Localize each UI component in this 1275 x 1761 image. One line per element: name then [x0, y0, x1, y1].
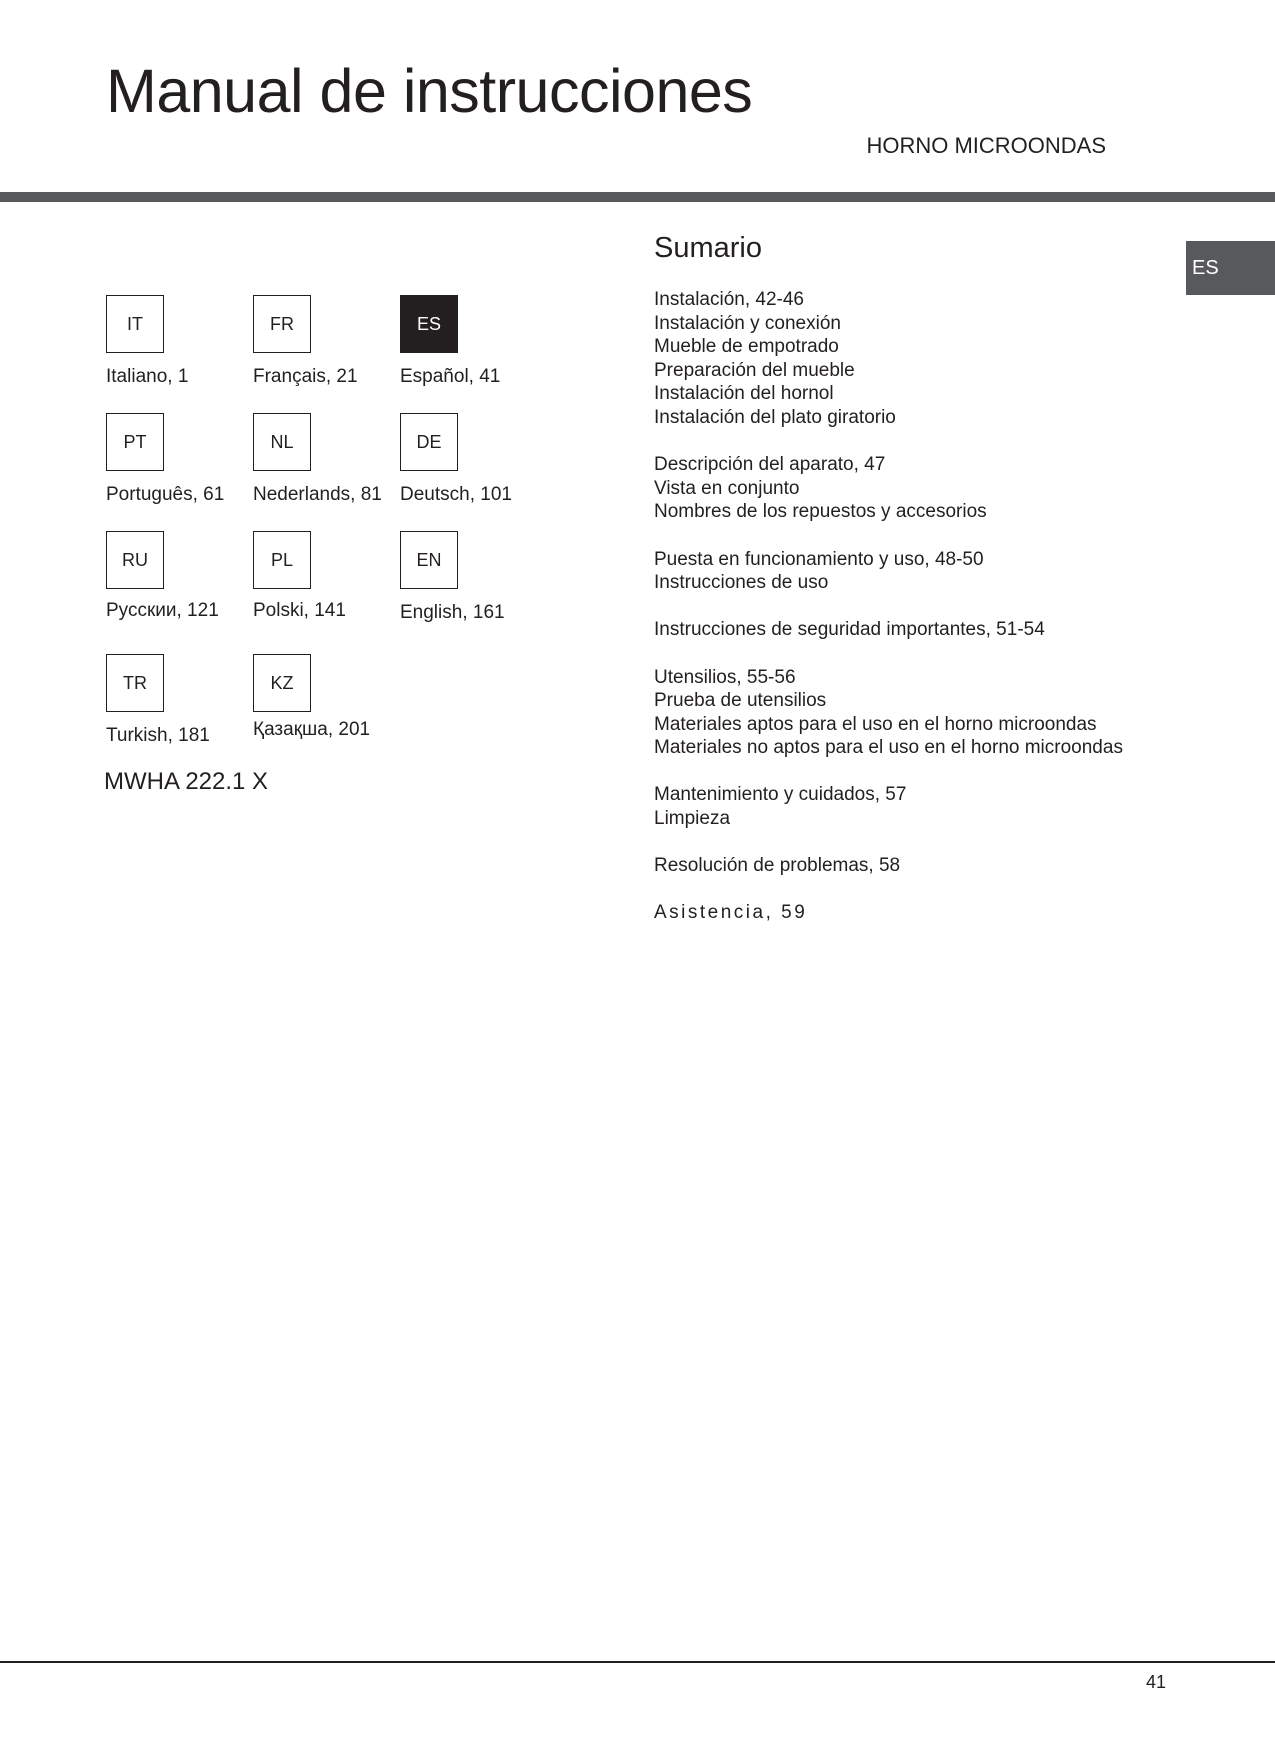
toc-item: Materiales aptos para el uso en el horno microondas — [654, 713, 1097, 735]
header-divider — [0, 192, 1275, 202]
lang-label-es[interactable]: Español, 41 — [400, 366, 501, 387]
toc-section-descripcion — [654, 453, 1154, 524]
lang-label-pl[interactable]: Polski, 141 — [253, 600, 346, 621]
lang-box-es[interactable]: ES — [400, 295, 458, 353]
toc-section-seguridad — [654, 618, 1154, 642]
toc-section-asistencia — [654, 901, 1154, 925]
toc-item: Materiales no aptos para el uso en el horno microondas — [654, 737, 1123, 759]
toc-item: Vista en conjunto — [654, 477, 800, 499]
toc-heading[interactable]: Asistencia, 59 — [654, 902, 808, 924]
lang-label-en[interactable]: English, 161 — [400, 602, 505, 623]
lang-box-tr[interactable]: TR — [106, 654, 164, 712]
lang-label-de[interactable]: Deutsch, 101 — [400, 484, 512, 505]
model-number: MWHA 222.1 X — [104, 768, 269, 795]
toc-item: Limpieza — [654, 808, 731, 830]
page-number: 41 — [1145, 1672, 1166, 1692]
product-subtitle: HORNO MICROONDAS — [866, 133, 1106, 158]
toc-section-puesta — [654, 548, 1154, 595]
lang-box-kz[interactable]: KZ — [253, 654, 311, 712]
toc-heading[interactable]: Utensilios, 55-56 — [654, 666, 796, 688]
lang-label-it[interactable]: Italiano, 1 — [106, 366, 189, 387]
lang-box-nl[interactable]: NL — [253, 413, 311, 471]
toc-item: Nombres de los repuestos y accesorios — [654, 501, 987, 523]
toc-heading[interactable]: Descripción del aparato, 47 — [654, 454, 886, 476]
toc-heading[interactable]: Instalación, 42-46 — [654, 289, 804, 310]
footer-divider — [0, 1661, 1275, 1663]
lang-box-fr[interactable]: FR — [253, 295, 311, 353]
lang-box-pl[interactable]: PL — [253, 531, 311, 589]
lang-label-ru[interactable]: Русскии, 121 — [106, 600, 219, 621]
lang-label-fr[interactable]: Français, 21 — [253, 366, 358, 387]
lang-label-tr[interactable]: Turkish, 181 — [106, 725, 210, 746]
lang-box-de[interactable]: DE — [400, 413, 458, 471]
toc-heading[interactable]: Puesta en funcionamiento y uso, 48-50 — [654, 548, 984, 570]
toc-item: Instalación del plato giratorio — [654, 406, 896, 428]
toc-section-mantenimiento — [654, 783, 1154, 830]
lang-box-en[interactable]: EN — [400, 531, 458, 589]
toc-item: Prueba de utensilios — [654, 690, 827, 712]
lang-label-kz[interactable]: Қазақша, 201 — [253, 719, 371, 740]
toc-section-utensilios — [654, 666, 1154, 760]
toc-item: Instalación y conexión — [654, 312, 841, 334]
toc-heading[interactable]: Mantenimiento y cuidados, 57 — [654, 784, 907, 806]
page-title: Manual de instrucciones — [106, 57, 753, 125]
toc-item: Mueble de empotrado — [654, 336, 839, 358]
lang-box-it[interactable]: IT — [106, 295, 164, 353]
toc-heading[interactable]: Instrucciones de seguridad importantes, 51-54 — [654, 619, 1045, 641]
summary-title: Sumario — [654, 232, 762, 264]
toc-item: Instalación del hornol — [654, 383, 834, 405]
toc-item: Instrucciones de uso — [654, 572, 829, 594]
lang-label-nl[interactable]: Nederlands, 81 — [253, 484, 382, 505]
lang-label-pt[interactable]: Português, 61 — [106, 484, 225, 505]
lang-box-pt[interactable]: PT — [106, 413, 164, 471]
lang-box-ru[interactable]: RU — [106, 531, 164, 589]
table-of-contents — [654, 288, 1154, 949]
toc-item: Preparación del mueble — [654, 359, 855, 381]
toc-heading[interactable]: Resolución de problemas, 58 — [654, 855, 901, 877]
toc-section-instalacion — [654, 288, 1154, 430]
toc-section-resolucion — [654, 854, 1154, 878]
language-side-tab: ES — [1186, 241, 1275, 295]
